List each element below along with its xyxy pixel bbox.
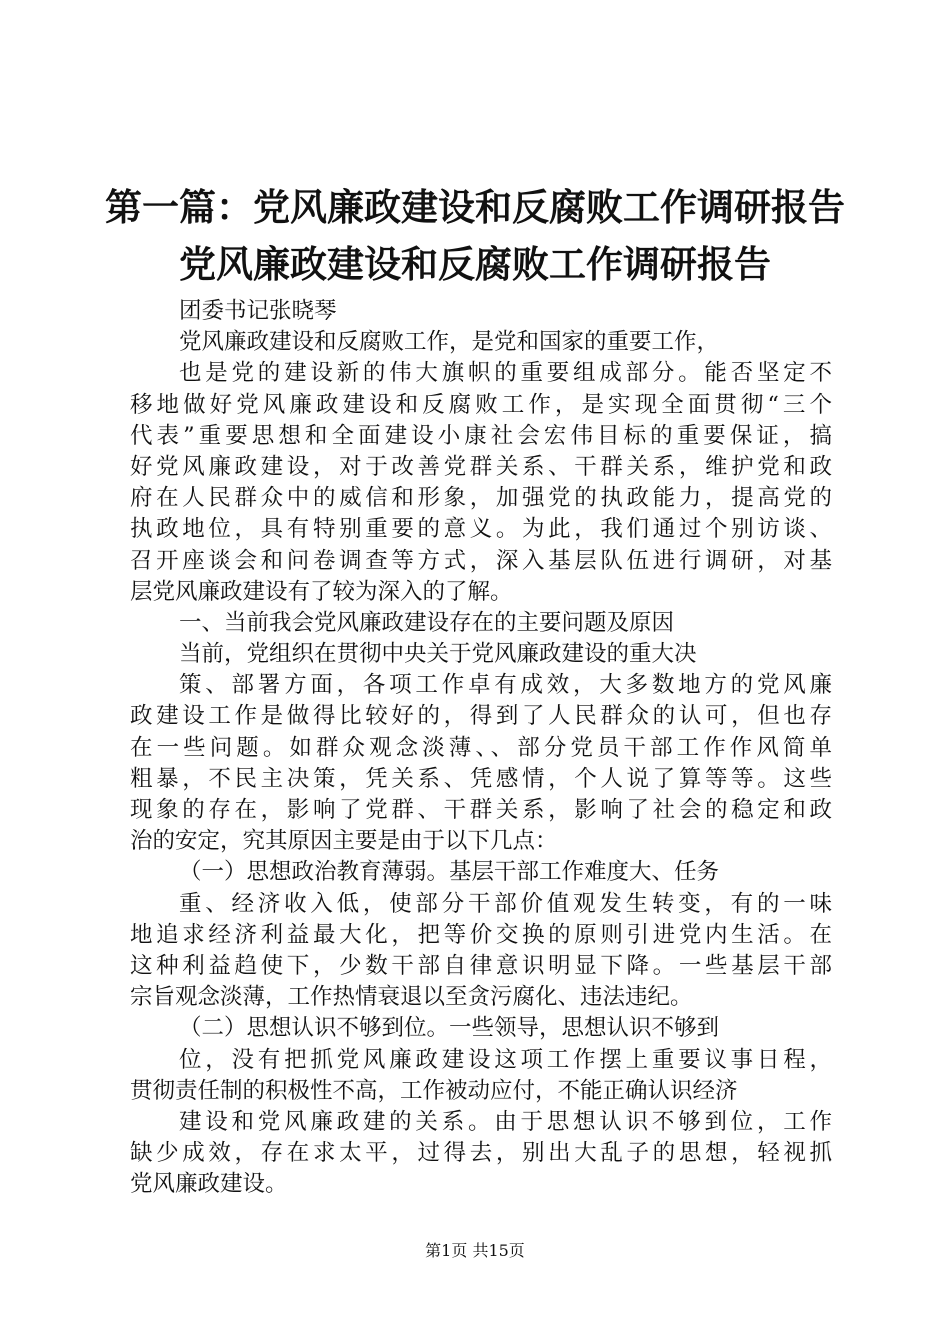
document-subtitle: 党风廉政建设和反腐败工作调研报告 [179,243,771,286]
text-line: 执政地位，具有特别重要的意义。为此，我们通过个别访谈、 [130,516,832,543]
text-line: 粗暴，不民主决策，凭关系、凭感情，个人说了算等等。这些 [130,765,832,792]
subsection-heading: （二）思想认识不够到位。一些领导，思想认识不够到 [179,1015,720,1042]
text-line: 政建设工作是做得比较好的，得到了人民群众的认可，但也存 [130,703,832,730]
text-line: 地追求经济利益最大化，把等价交换的原则引进党内生活。在 [130,921,832,948]
text-line: 党风廉政建设。 [130,1171,288,1198]
text-line: 缺少成效，存在求太平，过得去，别出大乱子的思想，轻视抓 [130,1140,832,1167]
text-line: 也是党的建设新的伟大旗帜的重要组成部分。能否坚定不 [179,360,832,387]
text-line: 策、部署方面，各项工作卓有成效，大多数地方的党风廉 [179,672,832,699]
text-line: 现象的存在，影响了党群、干群关系，影响了社会的稳定和政 [130,797,832,823]
text-line: 代表”重要思想和全面建设小康社会宏伟目标的重要保证，搞 [130,422,832,449]
section-heading: 一、当前我会党风廉政建设存在的主要问题及原因 [179,609,675,636]
text-line: 在一些问题。如群众观念淡薄、、部分党员干部工作作风简单 [130,734,832,761]
text-line: 建设和党风廉政建的关系。由于思想认识不够到位，工作 [179,1108,832,1135]
document-title: 第一篇：党风廉政建设和反腐败工作调研报告 [105,186,845,229]
text-line: 移地做好党风廉政建设和反腐败工作，是实现全面贯彻“三个 [130,391,832,418]
text-line: 好党风廉政建设，对于改善党群关系、干群关系，维护党和政 [130,453,832,480]
text-line: 党风廉政建设和反腐败工作，是党和国家的重要工作， [179,329,720,356]
text-line: 当前，党组织在贯彻中央关于党风廉政建设的重大决 [179,641,697,668]
subsection-heading: （一）思想政治教育薄弱。基层干部工作难度大、任务 [179,859,720,886]
text-line: 层党风廉政建设有了较为深入的了解。 [130,578,513,605]
text-line: 治的安定，究其原因主要是由于以下几点： [130,828,558,855]
author-line: 团委书记张晓琴 [179,298,337,324]
text-line: 重、经济收入低，使部分干部价值观发生转变，有的一味 [179,890,832,917]
text-line: 位，没有把抓党风廉政建设这项工作摆上重要议事日程， [179,1046,832,1073]
text-line: 这种利益趋使下，少数干部自律意识明显下降。一些基层干部 [130,952,832,979]
page-number: 第1页 共15页 [425,1241,525,1260]
document-body [130,296,832,1200]
text-line: 府在人民群众中的威信和形象，加强党的执政能力，提高党的 [130,485,832,512]
text-line: 贯彻责任制的积极性不高，工作被动应付，不能正确认识经济 [130,1077,738,1104]
text-line: 召开座谈会和问卷调查等方式，深入基层队伍进行调研，对基 [130,547,832,574]
text-line: 宗旨观念淡薄，工作热情衰退以至贪污腐化、违法违纪。 [130,984,693,1011]
